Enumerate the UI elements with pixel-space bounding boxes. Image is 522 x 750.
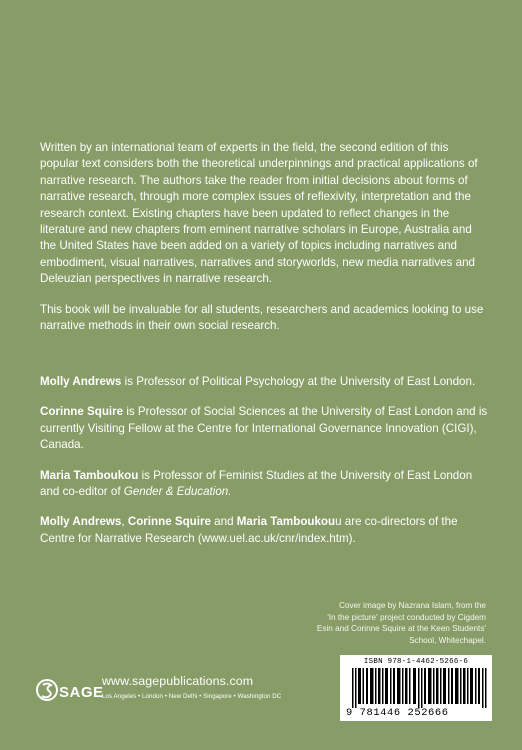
- publisher-block: [36, 670, 336, 710]
- credit-line: School, Whitechapel.: [409, 635, 486, 645]
- book-description: [40, 140, 490, 348]
- bio-text: is Professor of Feminist Studies at the University of East London and co-editor of: [40, 468, 473, 499]
- author-name: Corinne Squire: [40, 405, 124, 419]
- sage-logo-icon: [36, 670, 104, 710]
- bio-squire: [40, 404, 490, 453]
- isbn-barcode: [340, 655, 492, 721]
- bio-joint: [40, 514, 490, 547]
- bio-tamboukou: [40, 468, 490, 501]
- bio-andrews: [40, 374, 490, 390]
- author-name: Molly Andrews: [40, 375, 122, 388]
- separator: ,: [121, 515, 128, 529]
- credit-line: Cover image by Nazrana Islam, from the: [339, 601, 486, 610]
- bio-text: u are co-directors of the Centre for Narrative Research (www.uel.ac.uk/cnr/index.htm).: [40, 515, 458, 545]
- author-name: Maria Tamboukou: [236, 515, 336, 529]
- author-name: Maria Tamboukou: [40, 468, 139, 482]
- cover-image-credit: [300, 600, 486, 646]
- bio-text: is Professor of Political Psychology at the University of East London.: [121, 375, 476, 388]
- author-name: Corinne Squire: [127, 515, 211, 529]
- author-bios: [40, 374, 490, 561]
- credit-line: Esin and Corinne Squire at the Keen Students': [316, 624, 486, 634]
- description-paragraph-2: This book will be invaluable for all students, researchers and academics looking to use narrative methods in their own social research.: [40, 302, 484, 333]
- sage-logo-text: SAGE: [59, 684, 104, 701]
- isbn-label: ISBN 978-1-4462-5266-6: [363, 658, 469, 666]
- description-paragraph-1: Written by an international team of experts in the field, the second edition of this popular text considers both the theoretical underpinnings and practical applications of narrative research. The authors take the reader from initial decisions about forms of narrative research, through more complex issues of reflexivity, interpretation and the research context. Existing chapters have been updated to reflect changes in the literature and new chapters from eminent narrative scholars in Europe, Australia and the United States have been added on a variety of topics including narratives and embodiment, visual narratives, narratives and storyworlds, new media narratives and Deleuzian perspectives in narrative research.: [40, 141, 478, 286]
- barcode-digits: 9 781446 252666: [346, 707, 449, 719]
- publisher-url: www.sagepublications.com: [102, 674, 254, 688]
- barcode-bars-icon: [352, 668, 488, 708]
- separator: and: [210, 515, 237, 529]
- journal-title: Gender & Education.: [123, 485, 232, 499]
- publisher-cities: Los Angeles • London • New Delhi • Singapore • Washington DC: [102, 693, 282, 700]
- author-name: Molly Andrews: [40, 515, 122, 529]
- credit-line: 'In the picture' project conducted by Cigdem: [327, 612, 486, 622]
- bio-text: is Professor of Social Sciences at the University of East London and is currently Visiting Fellow at the Centre for International Governance Innovation (CIGI), Canada.: [40, 405, 488, 452]
